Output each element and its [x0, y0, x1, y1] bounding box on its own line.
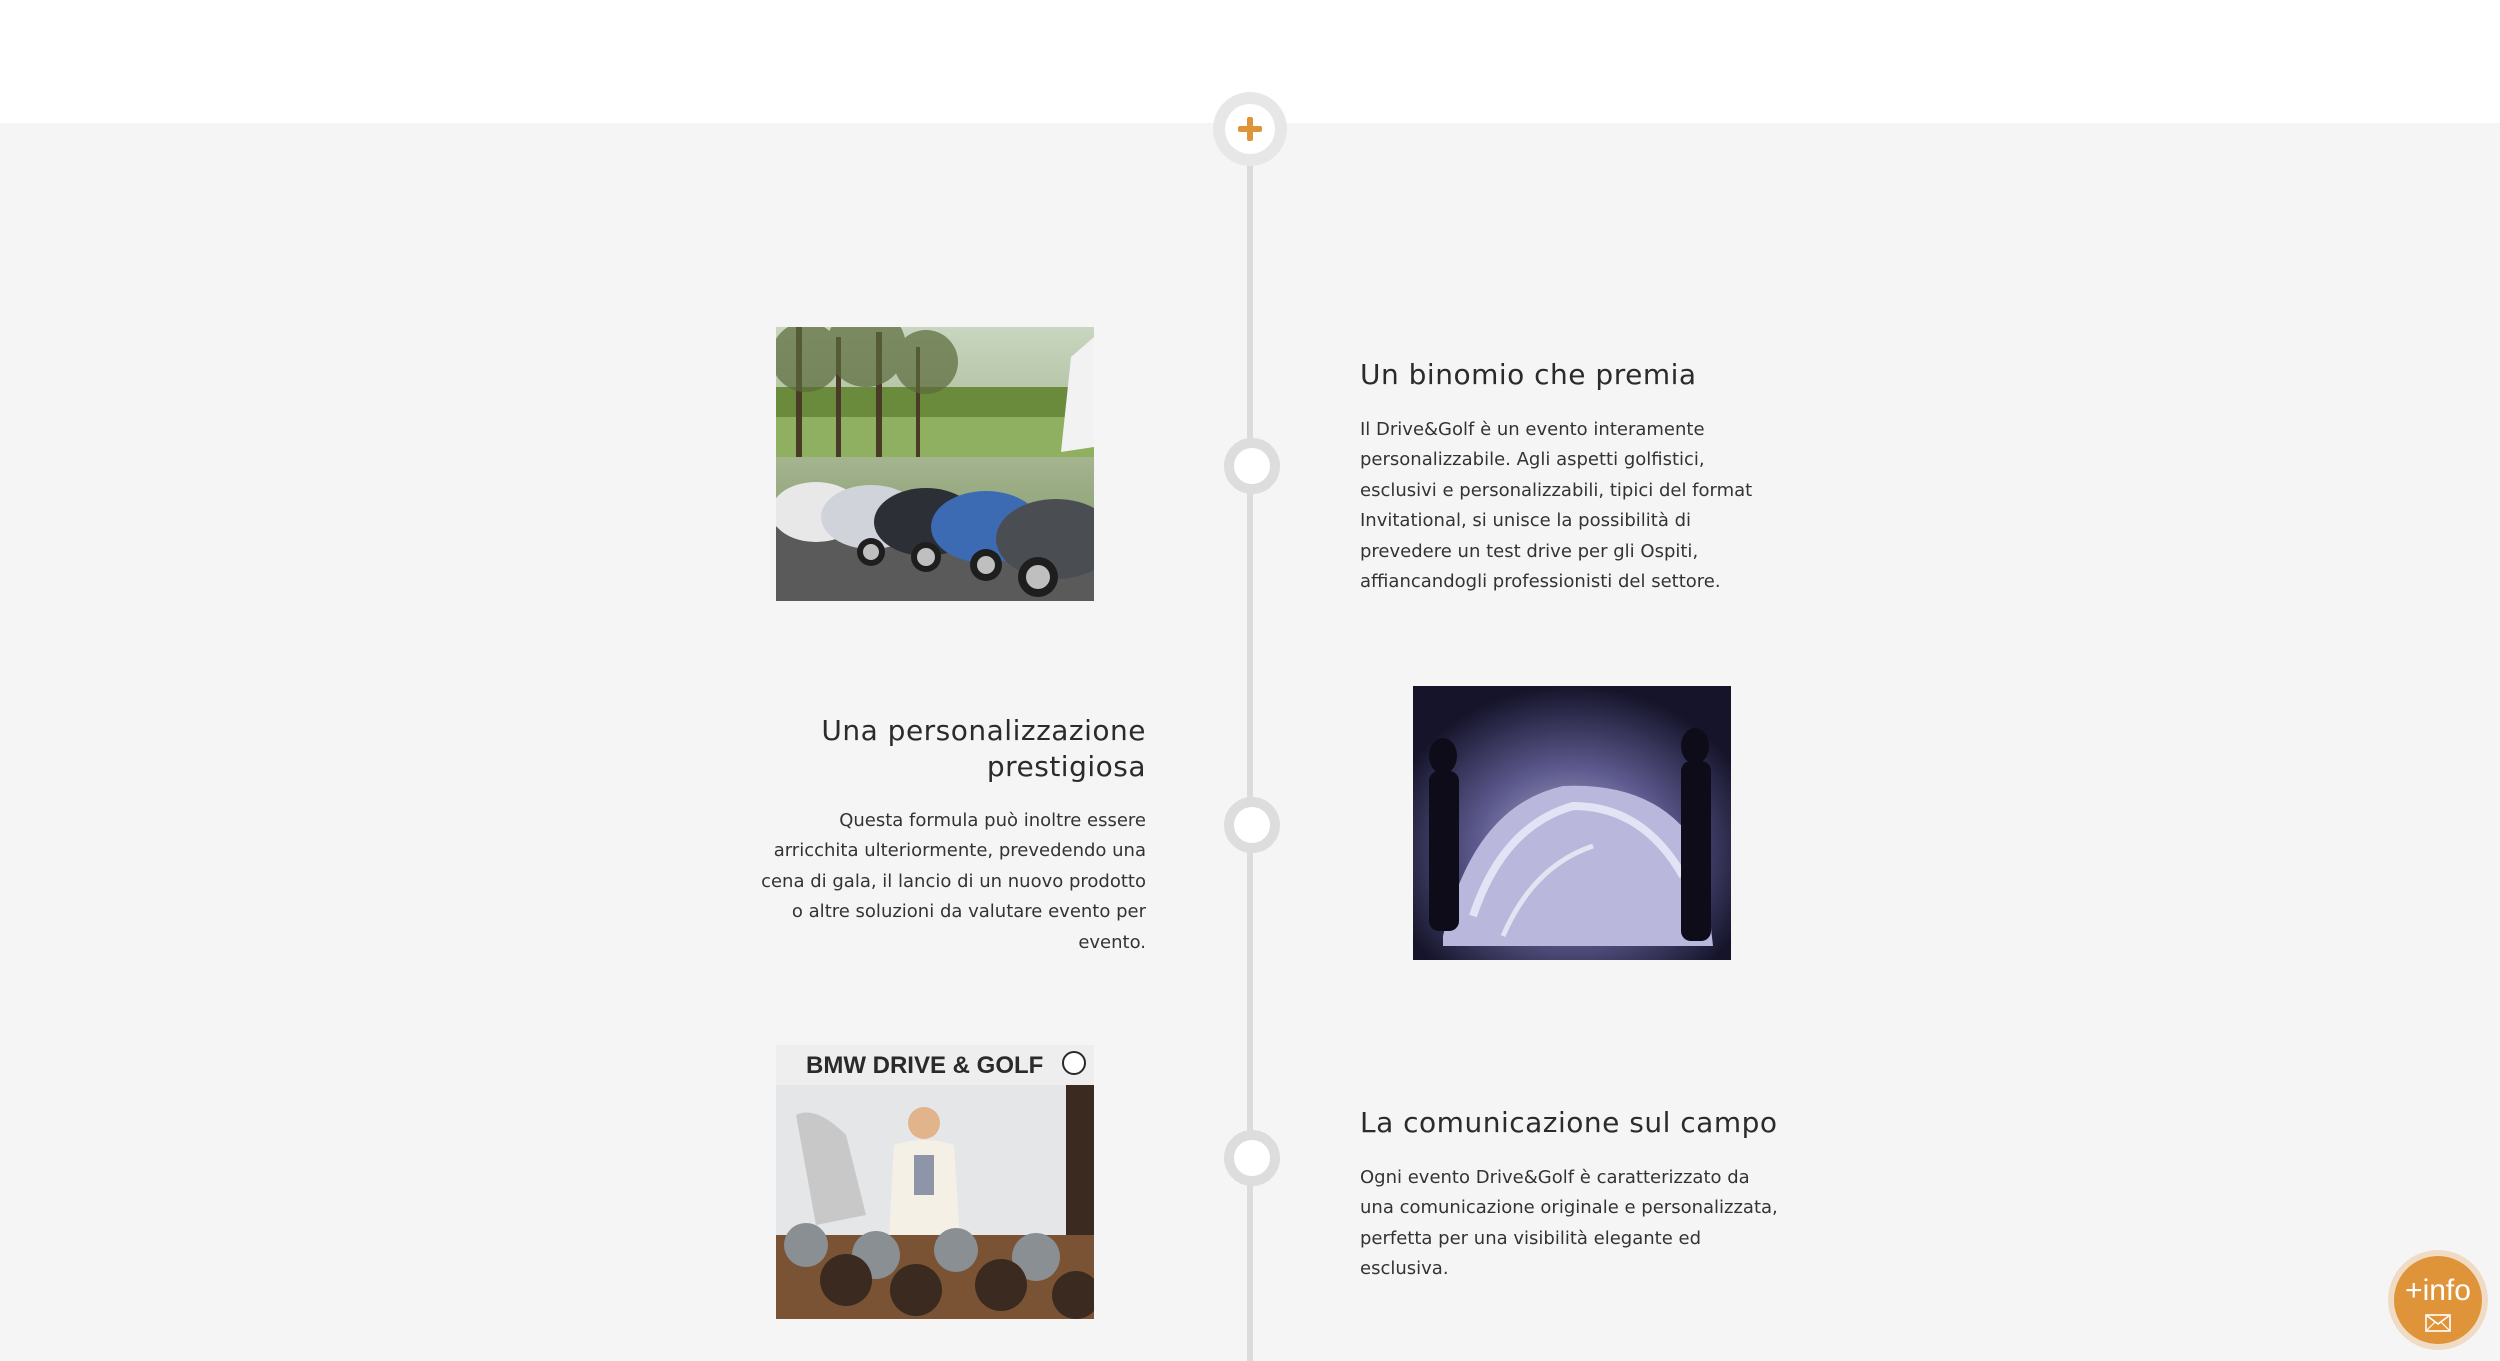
car-unveiling-photo [1413, 686, 1731, 960]
info-contact-button[interactable] [2388, 1250, 2488, 1350]
info-label: +info [2405, 1274, 2471, 1307]
presentation-photo [776, 1045, 1094, 1319]
item-title: Un binomio che premia [1360, 358, 1697, 391]
plus-icon [1225, 104, 1275, 154]
item-text: Il Drive&Golf è un evento interamente personalizzabile. Agli aspetti golfistici, esclusivi e personalizzabili, tipici del format Invitational, si unisce la possibilità di prevedere un test drive per gli Ospiti, affiancandogli professionisti del settore. [1360, 419, 1753, 593]
banner-text: BMW DRIVE & GOLF [806, 1052, 1044, 1079]
timeline-dot [1224, 1130, 1280, 1186]
item-title: La comunicazione sul campo [1360, 1106, 1778, 1139]
item-title: Una personalizzazione prestigiosa [821, 714, 1146, 783]
cars-parked-photo [776, 327, 1094, 601]
expand-plus-button[interactable] [1213, 92, 1287, 166]
mail-icon [2425, 1314, 2451, 1332]
item-text: Questa formula può inoltre essere arricchita ulteriormente, prevedendo una cena di gala, il lancio di un nuovo prodotto o altre soluzioni da valutare evento per evento. [761, 810, 1146, 953]
timeline-dot [1224, 438, 1280, 494]
item-text: Ogni evento Drive&Golf è caratterizzato da una comunicazione originale e personalizzata, perfetta per una visibilità elegante ed esclusiva. [1360, 1167, 1778, 1280]
timeline-dot [1224, 797, 1280, 853]
